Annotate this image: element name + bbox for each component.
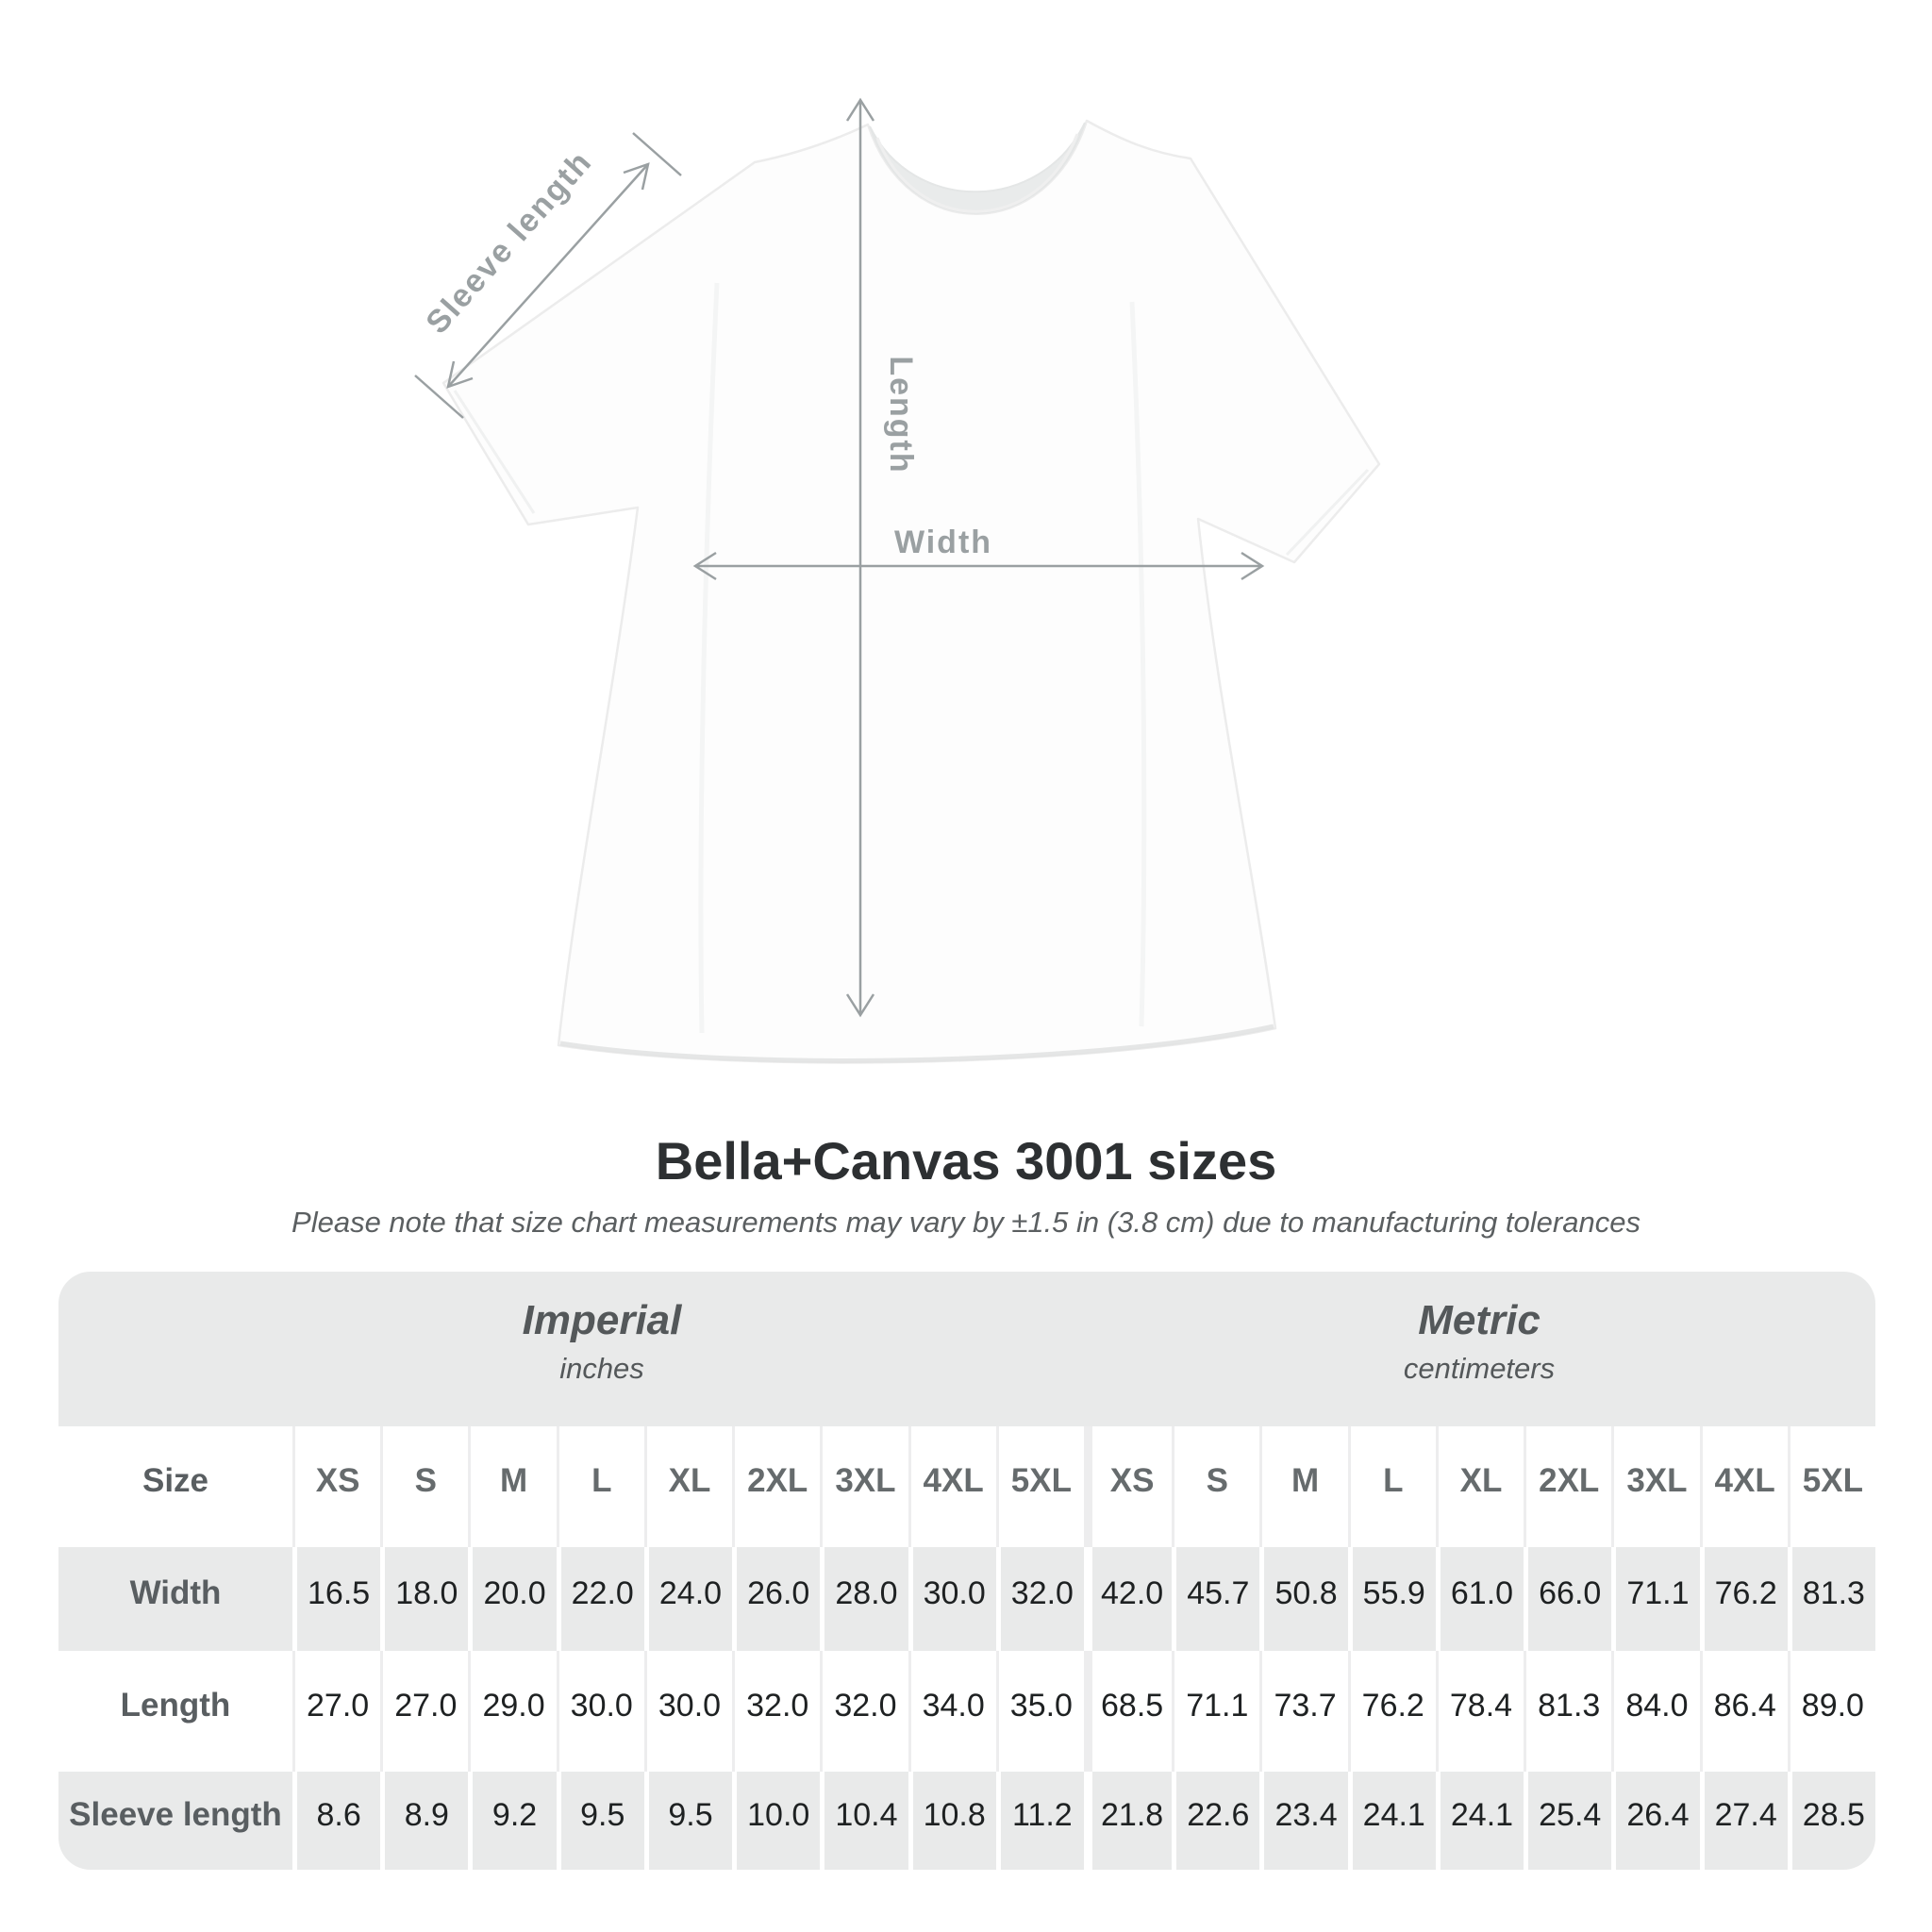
value-cell-metric: 78.4 <box>1436 1651 1524 1772</box>
size-col-header-metric: 2XL <box>1524 1426 1611 1547</box>
value-cell-metric: 21.8 <box>1084 1772 1172 1870</box>
tshirt-illustration <box>443 121 1379 1062</box>
size-col-header-imperial: 5XL <box>996 1426 1084 1547</box>
value-cell-metric: 24.1 <box>1436 1772 1524 1870</box>
size-col-header-imperial: XL <box>644 1426 732 1547</box>
value-cell-metric: 66.0 <box>1524 1547 1611 1651</box>
value-cell-imperial: 28.0 <box>820 1547 908 1651</box>
metric-unit: centimeters <box>1403 1352 1556 1385</box>
size-col-header-metric: L <box>1348 1426 1436 1547</box>
size-col-header-metric: XS <box>1084 1426 1172 1547</box>
size-col-header-metric: S <box>1172 1426 1259 1547</box>
size-col-header-imperial: S <box>380 1426 468 1547</box>
value-cell-metric: 24.1 <box>1348 1772 1436 1870</box>
value-cell-imperial: 10.8 <box>908 1772 996 1870</box>
value-cell-imperial: 30.0 <box>644 1651 732 1772</box>
value-cell-metric: 86.4 <box>1700 1651 1788 1772</box>
value-cell-imperial: 18.0 <box>380 1547 468 1651</box>
size-col-header-imperial: M <box>468 1426 556 1547</box>
value-cell-metric: 25.4 <box>1524 1772 1611 1870</box>
size-table-grid <box>58 1426 1875 1870</box>
value-cell-imperial: 16.5 <box>292 1547 380 1651</box>
value-cell-imperial: 34.0 <box>908 1651 996 1772</box>
size-col-header-imperial: 4XL <box>908 1426 996 1547</box>
page-subtitle: Please note that size chart measurements may vary by ±1.5 in (3.8 cm) due to manufacturing tolerances <box>291 1206 1641 1239</box>
imperial-title: Imperial <box>522 1297 682 1343</box>
row-label: Width <box>58 1547 292 1651</box>
value-cell-imperial: 9.2 <box>468 1772 556 1870</box>
value-cell-metric: 81.3 <box>1524 1651 1611 1772</box>
size-col-header-imperial: L <box>557 1426 644 1547</box>
row-label: Sleeve length <box>58 1772 292 1870</box>
value-cell-metric: 61.0 <box>1436 1547 1524 1651</box>
sleeve-length-label: Sleeve length <box>419 143 600 341</box>
value-cell-imperial: 27.0 <box>380 1651 468 1772</box>
value-cell-metric: 26.4 <box>1611 1772 1699 1870</box>
value-cell-metric: 68.5 <box>1084 1651 1172 1772</box>
metric-title: Metric <box>1418 1297 1541 1343</box>
size-col-header-imperial: XS <box>292 1426 380 1547</box>
metric-header <box>1404 1298 1555 1385</box>
value-cell-imperial: 30.0 <box>557 1651 644 1772</box>
value-cell-metric: 84.0 <box>1611 1651 1699 1772</box>
value-cell-imperial: 29.0 <box>468 1651 556 1772</box>
value-cell-imperial: 11.2 <box>996 1772 1084 1870</box>
value-cell-metric: 23.4 <box>1259 1772 1347 1870</box>
size-col-header-metric: 4XL <box>1700 1426 1788 1547</box>
unit-header-band <box>58 1272 1875 1426</box>
value-cell-imperial: 10.4 <box>820 1772 908 1870</box>
value-cell-imperial: 32.0 <box>732 1651 820 1772</box>
value-cell-imperial: 9.5 <box>557 1772 644 1870</box>
value-cell-metric: 27.4 <box>1700 1772 1788 1870</box>
value-cell-metric: 71.1 <box>1611 1547 1699 1651</box>
value-cell-metric: 50.8 <box>1259 1547 1347 1651</box>
size-row-label: Size <box>58 1426 292 1547</box>
value-cell-metric: 81.3 <box>1788 1547 1875 1651</box>
value-cell-imperial: 35.0 <box>996 1651 1084 1772</box>
value-cell-metric: 42.0 <box>1084 1547 1172 1651</box>
size-col-header-metric: M <box>1259 1426 1347 1547</box>
size-col-header-imperial: 3XL <box>820 1426 908 1547</box>
size-col-header-metric: XL <box>1436 1426 1524 1547</box>
value-cell-imperial: 20.0 <box>468 1547 556 1651</box>
length-label: Length <box>883 356 919 475</box>
value-cell-imperial: 27.0 <box>292 1651 380 1772</box>
imperial-unit: inches <box>559 1352 644 1385</box>
value-cell-metric: 22.6 <box>1172 1772 1259 1870</box>
imperial-header <box>523 1298 682 1385</box>
value-cell-metric: 76.2 <box>1348 1651 1436 1772</box>
width-label: Width <box>893 525 993 560</box>
value-cell-metric: 55.9 <box>1348 1547 1436 1651</box>
value-cell-metric: 28.5 <box>1788 1772 1875 1870</box>
size-col-header-metric: 5XL <box>1788 1426 1875 1547</box>
value-cell-imperial: 26.0 <box>732 1547 820 1651</box>
value-cell-metric: 71.1 <box>1172 1651 1259 1772</box>
size-col-header-metric: 3XL <box>1611 1426 1699 1547</box>
page-title: Bella+Canvas 3001 sizes <box>655 1131 1277 1191</box>
value-cell-imperial: 8.9 <box>380 1772 468 1870</box>
value-cell-imperial: 32.0 <box>820 1651 908 1772</box>
row-label: Length <box>58 1651 292 1772</box>
value-cell-metric: 89.0 <box>1788 1651 1875 1772</box>
value-cell-imperial: 30.0 <box>908 1547 996 1651</box>
value-cell-metric: 45.7 <box>1172 1547 1259 1651</box>
value-cell-imperial: 22.0 <box>557 1547 644 1651</box>
value-cell-imperial: 8.6 <box>292 1772 380 1870</box>
value-cell-imperial: 24.0 <box>644 1547 732 1651</box>
value-cell-imperial: 10.0 <box>732 1772 820 1870</box>
value-cell-metric: 73.7 <box>1259 1651 1347 1772</box>
value-cell-imperial: 32.0 <box>996 1547 1084 1651</box>
size-col-header-imperial: 2XL <box>732 1426 820 1547</box>
value-cell-imperial: 9.5 <box>644 1772 732 1870</box>
value-cell-metric: 76.2 <box>1700 1547 1788 1651</box>
size-table <box>58 1272 1875 1870</box>
